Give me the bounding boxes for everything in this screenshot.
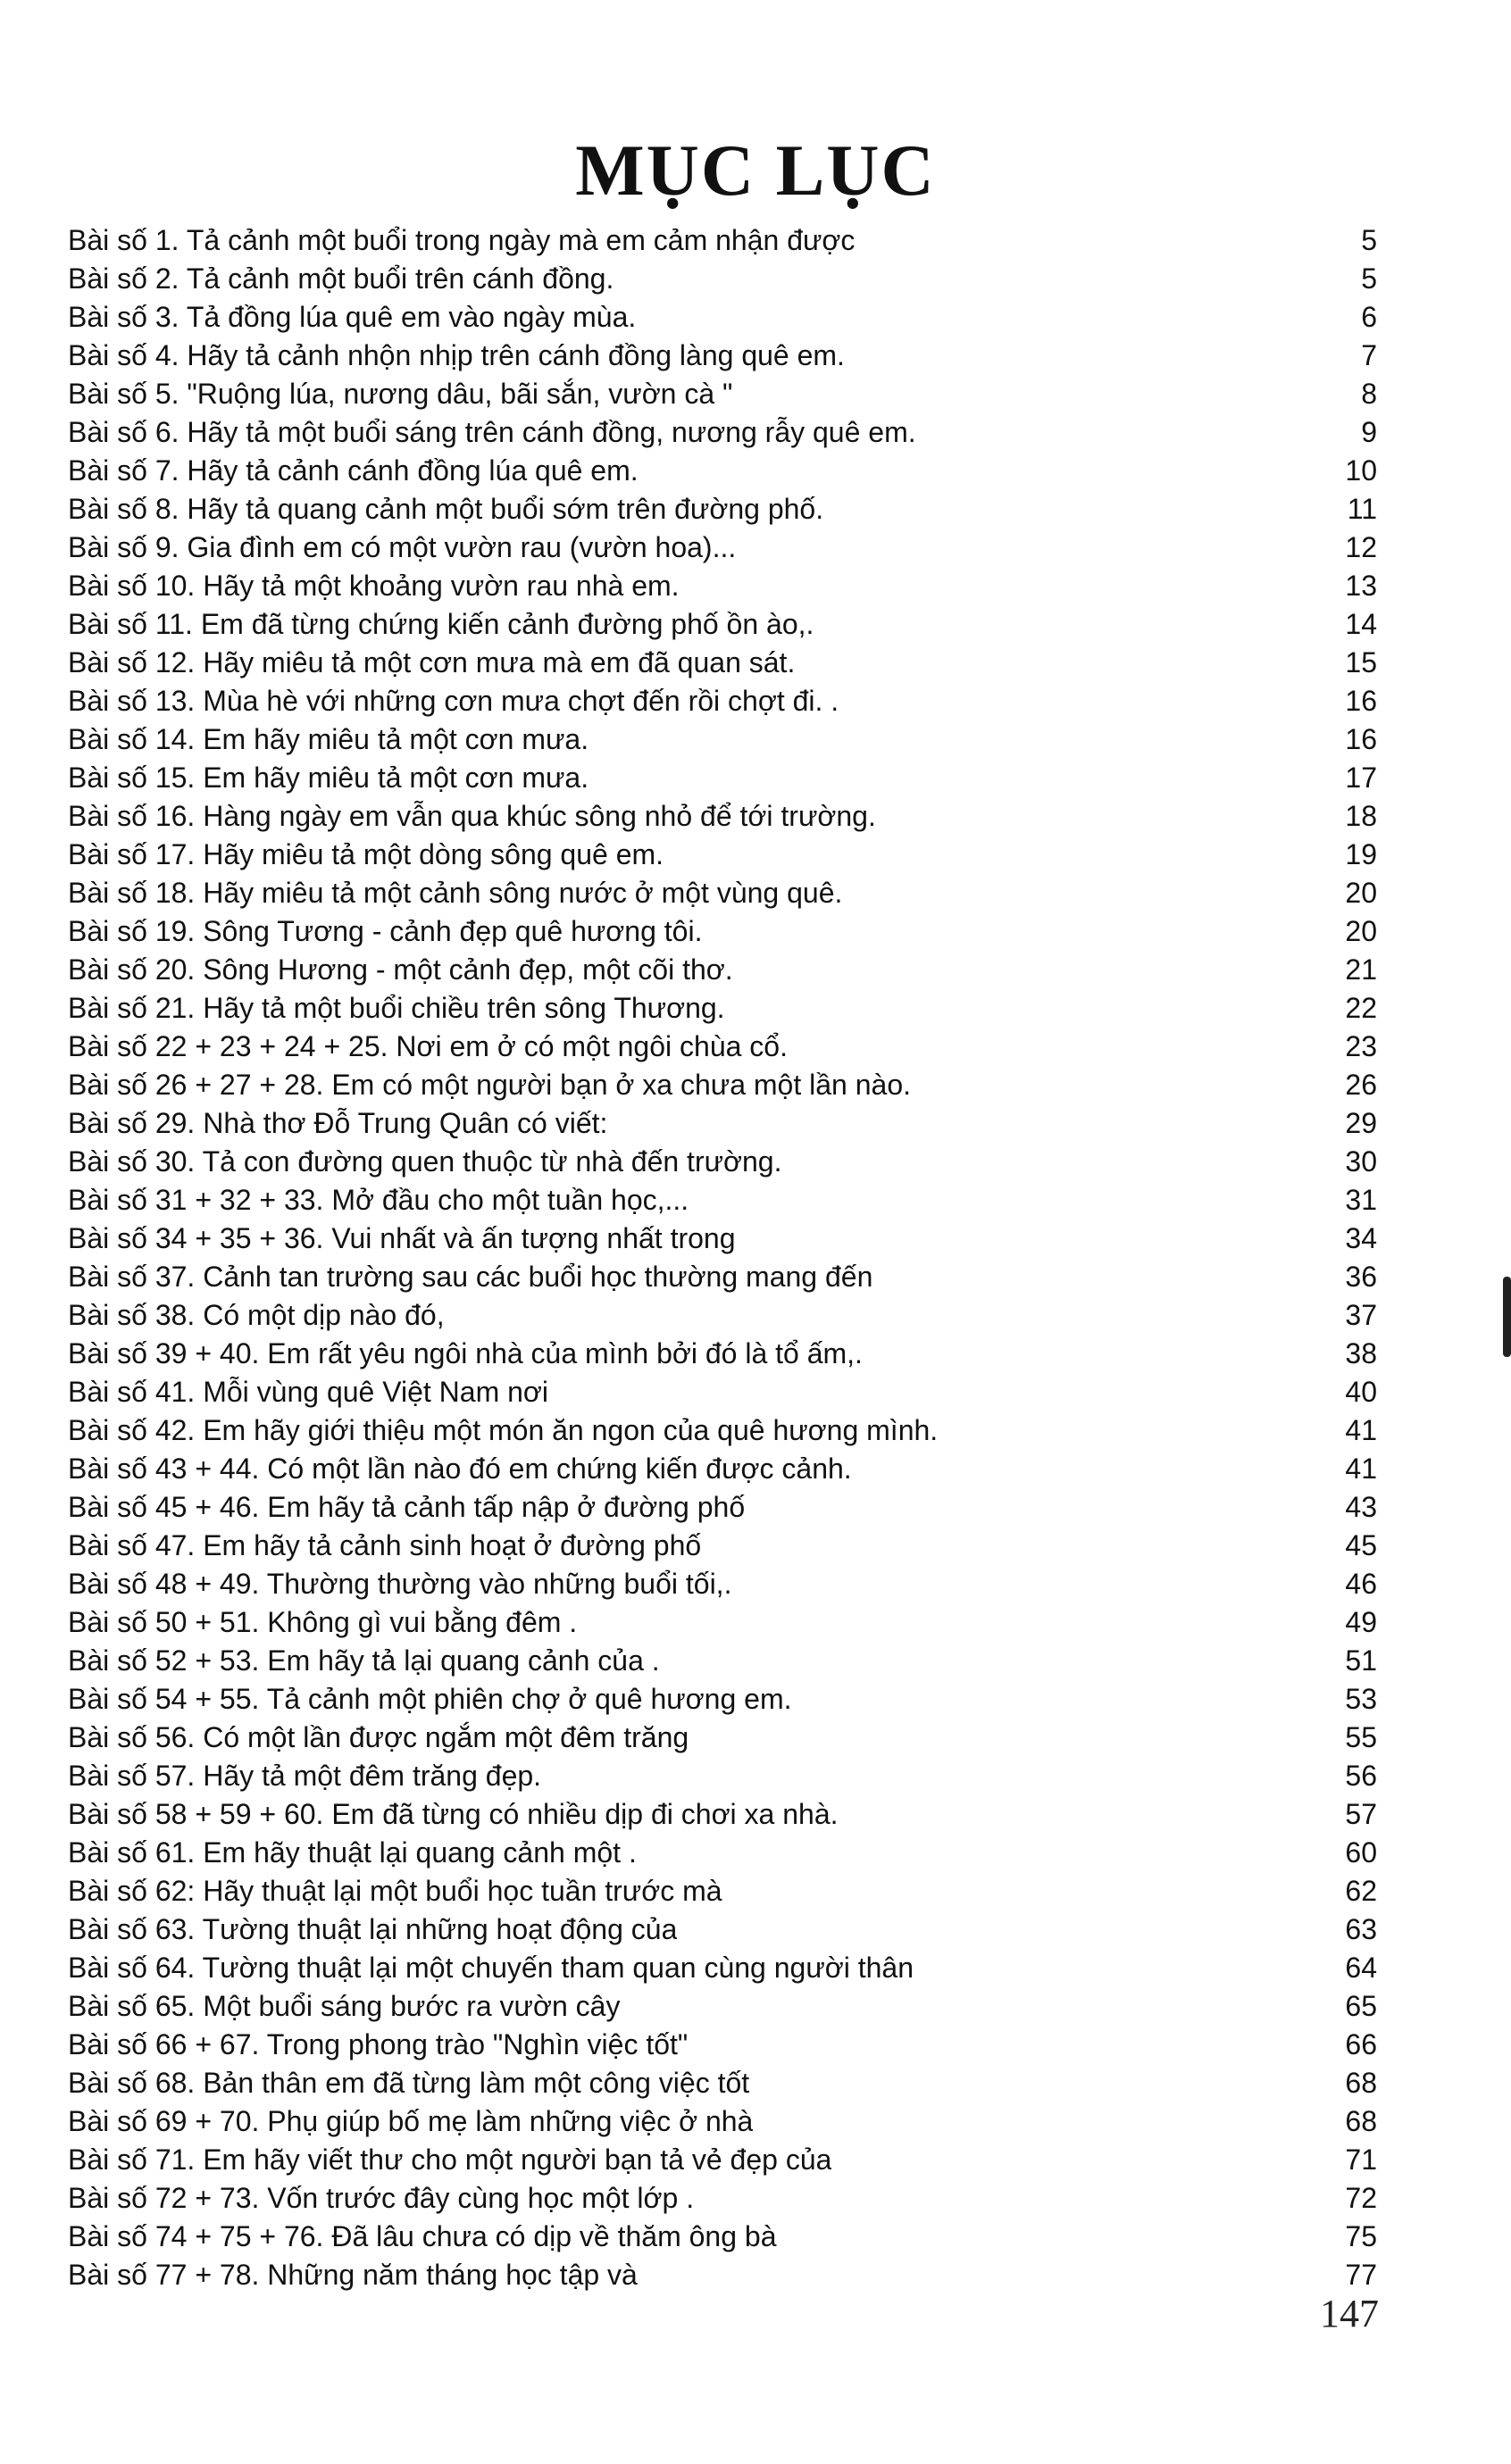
toc-entry-page: 41	[1345, 1453, 1377, 1485]
toc-entry-page: 26	[1345, 1069, 1377, 1101]
toc-entry-page: 71	[1345, 2144, 1377, 2176]
toc-entry	[68, 836, 1377, 874]
toc-entry-page: 40	[1345, 1376, 1377, 1408]
toc-entry	[68, 720, 1377, 759]
toc-entry	[68, 1719, 1377, 1757]
toc-entry	[68, 605, 1377, 644]
toc-entry	[68, 1872, 1377, 1910]
toc-entry-page: 68	[1345, 2067, 1377, 2099]
toc-entry	[68, 1910, 1377, 1949]
toc-entry	[68, 2179, 1377, 2218]
toc-entry-page: 12	[1345, 531, 1377, 563]
toc-entry	[68, 2218, 1377, 2256]
page-title: MỤC LỤC	[575, 129, 936, 211]
toc-entry-page: 8	[1361, 378, 1377, 410]
toc-entry-title: Bài số 45 + 46. Em hãy tả cảnh tấp nập ở đường phố	[68, 1491, 746, 1523]
toc-entry-title: Bài số 10. Hãy tả một khoảng vườn rau nhà em.	[68, 570, 680, 602]
toc-entry-title: Bài số 16. Hàng ngày em vẫn qua khúc sông nhỏ để tới trường.	[68, 800, 876, 832]
binding-edge-mark	[1503, 1277, 1511, 1357]
toc-entry	[68, 912, 1377, 951]
toc-entry-page: 30	[1345, 1145, 1377, 1178]
toc-entry-page: 15	[1345, 646, 1377, 678]
toc-entry-page: 20	[1345, 915, 1377, 947]
toc-entry-title: Bài số 7. Hãy tả cảnh cánh đồng lúa quê em.	[68, 454, 639, 487]
toc-entry	[68, 413, 1377, 452]
toc-entry-title: Bài số 71. Em hãy viết thư cho một người bạn tả vẻ đẹp của	[68, 2144, 832, 2176]
toc-entry-title: Bài số 64. Tường thuật lại một chuyến tham quan cùng người thân	[68, 1952, 914, 1984]
toc-entry-page: 66	[1345, 2028, 1377, 2060]
toc-entry	[68, 221, 1377, 260]
toc-entry-page: 77	[1345, 2259, 1377, 2291]
toc-entry-page: 31	[1345, 1184, 1377, 1216]
toc-entry	[68, 1527, 1377, 1565]
toc-entry	[68, 759, 1377, 797]
toc-entry-title: Bài số 15. Em hãy miêu tả một cơn mưa.	[68, 762, 589, 794]
toc-entry	[68, 567, 1377, 605]
toc-entry-page: 65	[1345, 1990, 1377, 2022]
toc-entry-page: 43	[1345, 1491, 1377, 1523]
toc-entry-title: Bài số 18. Hãy miêu tả một cảnh sông nước ở một vùng quê.	[68, 877, 843, 909]
toc-entry-page: 29	[1345, 1107, 1377, 1139]
toc-entry-page: 11	[1347, 493, 1377, 525]
toc-entry	[68, 260, 1377, 298]
toc-entry-title: Bài số 48 + 49. Thường thường vào những buổi tối,.	[68, 1568, 732, 1600]
toc-entry	[68, 1987, 1377, 2026]
toc-entry-page: 17	[1345, 762, 1377, 794]
toc-entry-page: 45	[1345, 1529, 1377, 1561]
toc-entry	[68, 1258, 1377, 1296]
toc-entry-page: 46	[1345, 1568, 1377, 1600]
toc-entry-title: Bài số 1. Tả cảnh một buổi trong ngày mà em cảm nhận được	[68, 224, 856, 256]
toc-entry-title: Bài số 2. Tả cảnh một buổi trên cánh đồng.	[68, 262, 614, 295]
toc-entry-title: Bài số 19. Sông Tương - cảnh đẹp quê hương tôi.	[68, 915, 703, 947]
toc-entry-page: 60	[1345, 1836, 1377, 1869]
toc-entry-page: 10	[1345, 454, 1377, 487]
toc-entry	[68, 1795, 1377, 1834]
page-number: 147	[1320, 2292, 1379, 2335]
toc-entry	[68, 644, 1377, 682]
toc-entry-title: Bài số 34 + 35 + 36. Vui nhất và ấn tượng nhất trong	[68, 1222, 736, 1254]
toc-entry-title: Bài số 4. Hãy tả cảnh nhộn nhịp trên cánh đồng làng quê em.	[68, 339, 845, 371]
toc-entry-title: Bài số 38. Có một dịp nào đó,	[68, 1299, 445, 1331]
toc-entry	[68, 1066, 1377, 1104]
toc-entry-page: 13	[1345, 570, 1377, 602]
toc-entry	[68, 1028, 1377, 1066]
toc-entry-title: Bài số 77 + 78. Những năm tháng học tập và	[68, 2259, 638, 2291]
toc-entry-page: 18	[1345, 800, 1377, 832]
toc-entry-title: Bài số 39 + 40. Em rất yêu ngôi nhà của mình bởi đó là tổ ấm,.	[68, 1337, 863, 1369]
toc-entry-page: 38	[1345, 1337, 1377, 1369]
toc-entry	[68, 1949, 1377, 1987]
toc-entry-page: 37	[1345, 1299, 1377, 1331]
toc-entry	[68, 797, 1377, 836]
toc-entry	[68, 1411, 1377, 1450]
toc-entry-title: Bài số 47. Em hãy tả cảnh sinh hoạt ở đường phố	[68, 1529, 702, 1561]
toc-entry-page: 64	[1345, 1952, 1377, 1984]
toc-entry-title: Bài số 69 + 70. Phụ giúp bố mẹ làm những việc ở nhà	[68, 2105, 754, 2137]
toc-entry-title: Bài số 3. Tả đồng lúa quê em vào ngày mùa.	[68, 301, 637, 333]
toc-entry	[68, 1757, 1377, 1795]
toc-entry	[68, 337, 1377, 375]
toc-entry	[68, 1373, 1377, 1411]
toc-entry-title: Bài số 50 + 51. Không gì vui bằng đêm .	[68, 1606, 578, 1638]
toc-entry-page: 41	[1345, 1414, 1377, 1446]
toc-entry-title: Bài số 57. Hãy tả một đêm trăng đẹp.	[68, 1760, 542, 1792]
toc-entry-page: 62	[1345, 1875, 1377, 1907]
toc-entry	[68, 452, 1377, 490]
toc-entry	[68, 2141, 1377, 2179]
toc-entry	[68, 529, 1377, 567]
toc-entry-page: 20	[1345, 877, 1377, 909]
toc-entry	[68, 1642, 1377, 1680]
toc-entry-page: 75	[1345, 2220, 1377, 2252]
toc-entry-title: Bài số 58 + 59 + 60. Em đã từng có nhiều dịp đi chơi xa nhà.	[68, 1798, 839, 1830]
toc-entry	[68, 2026, 1377, 2064]
toc-entry-page: 9	[1361, 416, 1377, 448]
toc-entry-title: Bài số 22 + 23 + 24 + 25. Nơi em ở có một ngôi chùa cổ.	[68, 1030, 788, 1062]
toc-entry-title: Bài số 8. Hãy tả quang cảnh một buổi sớm trên đường phố.	[68, 493, 824, 525]
toc-entry-page: 21	[1345, 953, 1377, 986]
toc-entry-title: Bài số 43 + 44. Có một lần nào đó em chứng kiến được cảnh.	[68, 1453, 852, 1485]
toc-entry-page: 51	[1345, 1644, 1377, 1677]
toc-entry-title: Bài số 56. Có một lần được ngắm một đêm trăng	[68, 1721, 689, 1753]
toc-entry	[68, 1488, 1377, 1527]
toc-entry-title: Bài số 21. Hãy tả một buổi chiều trên sông Thương.	[68, 992, 725, 1024]
toc-entry	[68, 1680, 1377, 1719]
toc-entry-page: 7	[1361, 339, 1377, 371]
table-of-contents	[68, 221, 1377, 2294]
toc-entry-page: 57	[1345, 1798, 1377, 1830]
toc-entry	[68, 1181, 1377, 1220]
toc-entry	[68, 1143, 1377, 1181]
toc-entry-page: 16	[1345, 685, 1377, 717]
toc-entry-title: Bài số 37. Cảnh tan trường sau các buổi học thường mang đến	[68, 1261, 873, 1293]
toc-entry-title: Bài số 30. Tả con đường quen thuộc từ nhà đến trường.	[68, 1145, 782, 1178]
toc-entry-title: Bài số 52 + 53. Em hãy tả lại quang cảnh của .	[68, 1644, 660, 1677]
toc-entry-page: 16	[1345, 723, 1377, 755]
toc-entry	[68, 2064, 1377, 2102]
toc-entry-title: Bài số 74 + 75 + 76. Đã lâu chưa có dịp về thăm ông bà	[68, 2220, 777, 2252]
toc-entry-page: 34	[1345, 1222, 1377, 1254]
toc-entry-title: Bài số 26 + 27 + 28. Em có một người bạn ở xa chưa một lần nào.	[68, 1069, 911, 1101]
toc-entry-title: Bài số 62: Hãy thuật lại một buổi học tuần trước mà	[68, 1875, 722, 1907]
toc-entry	[68, 951, 1377, 989]
toc-entry-title: Bài số 54 + 55. Tả cảnh một phiên chợ ở quê hương em.	[68, 1683, 792, 1715]
toc-entry	[68, 1565, 1377, 1603]
toc-entry-title: Bài số 17. Hãy miêu tả một dòng sông quê em.	[68, 838, 664, 870]
toc-entry-title: Bài số 65. Một buổi sáng bước ra vườn cây	[68, 1990, 621, 2022]
toc-entry-title: Bài số 12. Hãy miêu tả một cơn mưa mà em đã quan sát.	[68, 646, 796, 678]
toc-entry-title: Bài số 68. Bản thân em đã từng làm một công việc tốt	[68, 2067, 750, 2099]
toc-entry-page: 14	[1345, 608, 1377, 640]
toc-entry-page: 63	[1345, 1913, 1377, 1945]
toc-entry	[68, 1220, 1377, 1258]
toc-entry-page: 72	[1345, 2182, 1377, 2214]
toc-entry-title: Bài số 9. Gia đình em có một vườn rau (vườn hoa)...	[68, 531, 737, 563]
toc-entry	[68, 298, 1377, 337]
toc-entry	[68, 490, 1377, 529]
toc-entry	[68, 375, 1377, 413]
toc-entry-title: Bài số 13. Mùa hè với những cơn mưa chợt đến rồi chợt đi. .	[68, 685, 839, 717]
toc-entry-page: 56	[1345, 1760, 1377, 1792]
toc-entry	[68, 682, 1377, 720]
toc-entry-page: 23	[1345, 1030, 1377, 1062]
toc-entry-page: 5	[1361, 262, 1377, 295]
toc-entry-title: Bài số 5. "Ruộng lúa, nương dâu, bãi sắn, vườn cà "	[68, 378, 733, 410]
toc-entry-title: Bài số 63. Tường thuật lại những hoạt động của	[68, 1913, 678, 1945]
toc-entry-page: 68	[1345, 2105, 1377, 2137]
toc-entry	[68, 1450, 1377, 1488]
toc-entry	[68, 874, 1377, 912]
toc-entry-title: Bài số 42. Em hãy giới thiệu một món ăn ngon của quê hương mình.	[68, 1414, 939, 1446]
toc-entry-page: 22	[1345, 992, 1377, 1024]
toc-entry-page: 49	[1345, 1606, 1377, 1638]
toc-entry-page: 55	[1345, 1721, 1377, 1753]
toc-entry-page: 6	[1361, 301, 1377, 333]
toc-entry-page: 5	[1361, 224, 1377, 256]
toc-entry	[68, 1296, 1377, 1335]
toc-entry	[68, 1603, 1377, 1642]
toc-entry-title: Bài số 11. Em đã từng chứng kiến cảnh đường phố ồn ào,.	[68, 608, 814, 640]
toc-entry	[68, 989, 1377, 1028]
toc-entry-title: Bài số 6. Hãy tả một buổi sáng trên cánh đồng, nương rẫy quê em.	[68, 416, 916, 448]
toc-entry-title: Bài số 20. Sông Hương - một cảnh đẹp, một cõi thơ.	[68, 953, 733, 986]
toc-entry-title: Bài số 72 + 73. Vốn trước đây cùng học một lớp .	[68, 2182, 695, 2214]
toc-entry-title: Bài số 29. Nhà thơ Đỗ Trung Quân có viết:	[68, 1107, 608, 1139]
toc-entry-page: 36	[1345, 1261, 1377, 1293]
toc-entry	[68, 1335, 1377, 1373]
toc-entry-title: Bài số 61. Em hãy thuật lại quang cảnh một .	[68, 1836, 637, 1869]
toc-entry-page: 19	[1345, 838, 1377, 870]
toc-entry-title: Bài số 66 + 67. Trong phong trào "Nghìn việc tốt"	[68, 2028, 689, 2060]
toc-entry-page: 53	[1345, 1683, 1377, 1715]
toc-entry-title: Bài số 14. Em hãy miêu tả một cơn mưa.	[68, 723, 589, 755]
toc-entry	[68, 1104, 1377, 1143]
toc-entry	[68, 2102, 1377, 2141]
toc-entry	[68, 1834, 1377, 1872]
toc-entry-title: Bài số 41. Mỗi vùng quê Việt Nam nơi	[68, 1376, 549, 1408]
toc-entry	[68, 2256, 1377, 2294]
toc-entry-title: Bài số 31 + 32 + 33. Mở đầu cho một tuần học,...	[68, 1184, 689, 1216]
